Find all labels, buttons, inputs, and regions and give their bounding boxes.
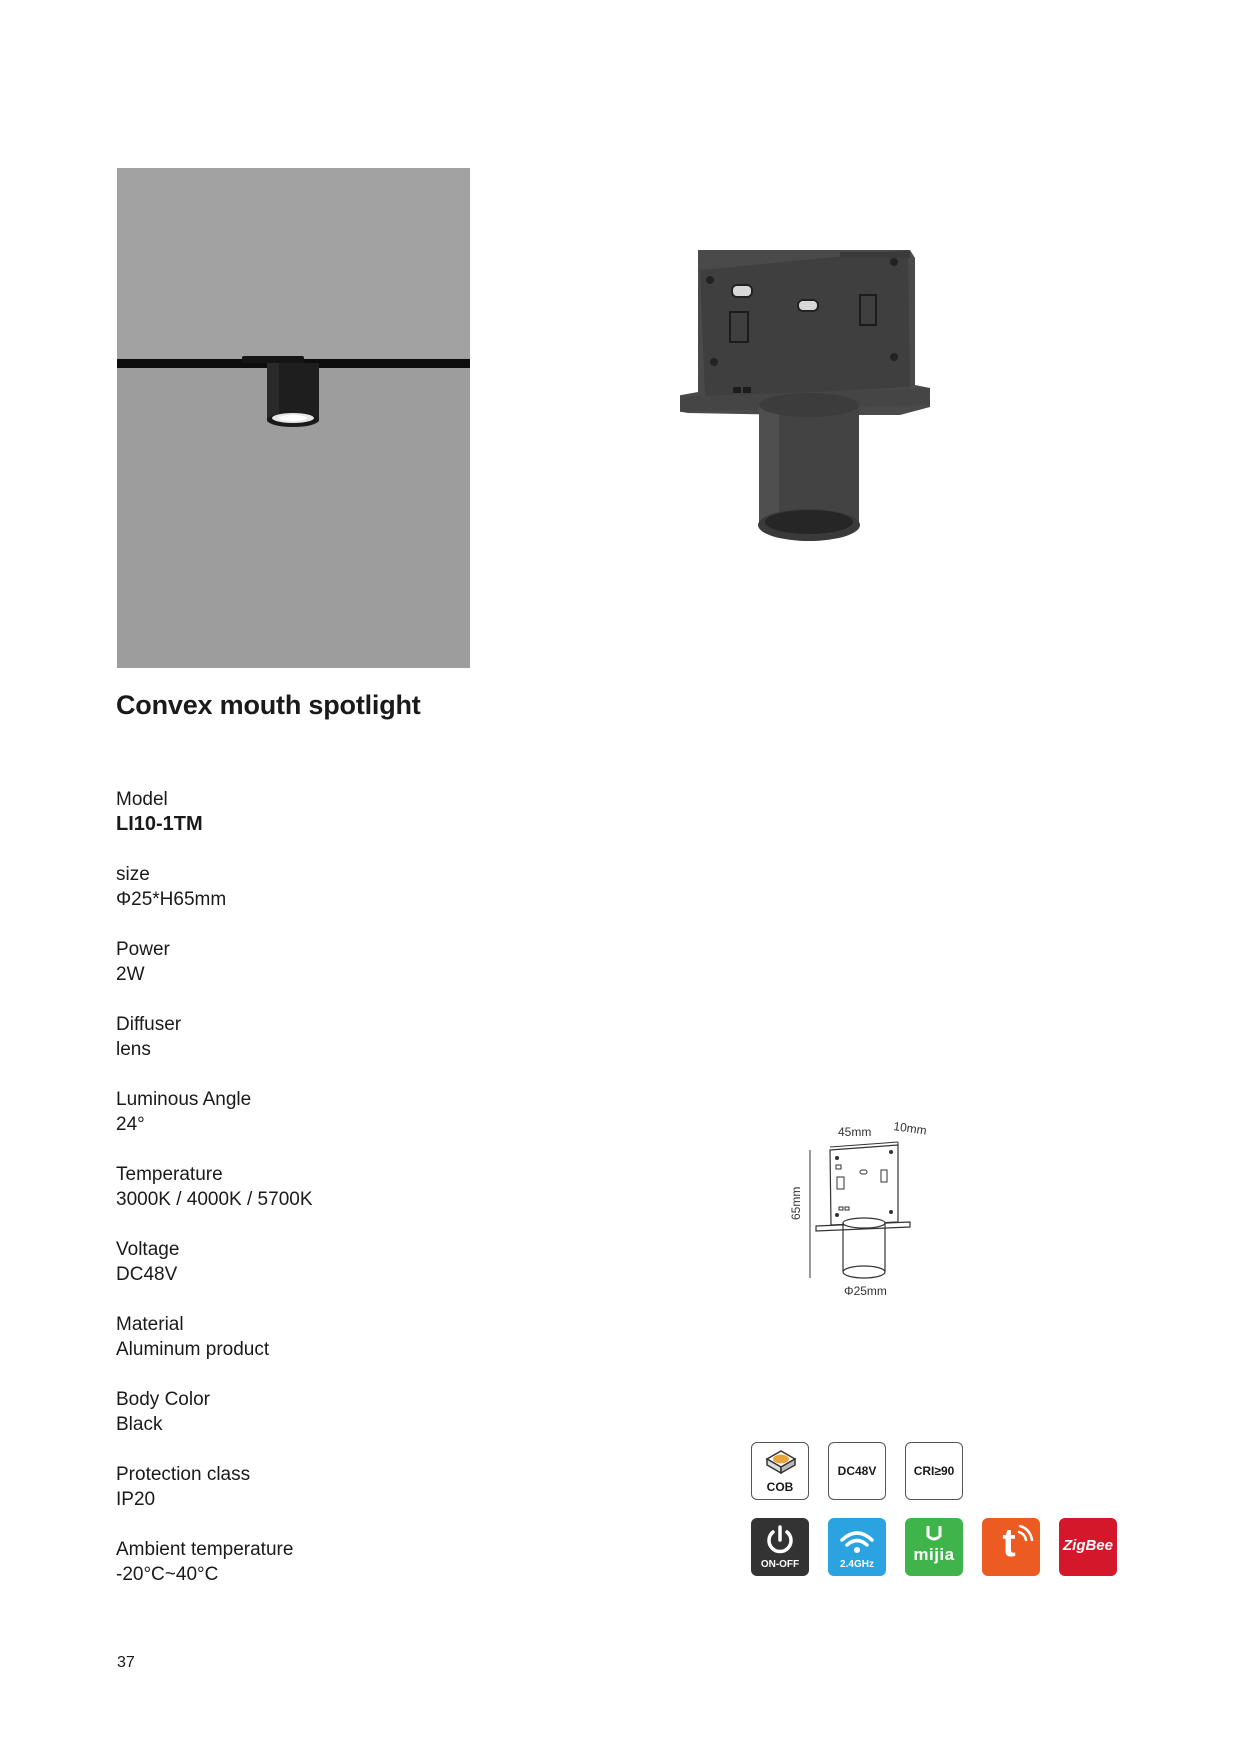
tuya-label: t <box>1002 1521 1016 1565</box>
mijia-badge <box>905 1518 963 1576</box>
on-off-badge <box>751 1518 809 1576</box>
cob-badge <box>751 1442 809 1500</box>
voltage-badge <box>828 1442 886 1500</box>
page-number: 37 <box>117 1654 135 1671</box>
cri-label: CRI≥90 <box>913 1464 955 1478</box>
spec-value: -20°C~40°C <box>116 1564 219 1585</box>
spec-label: Voltage <box>116 1239 180 1260</box>
spec-label: Model <box>116 789 168 810</box>
cob-label: COB <box>766 1480 794 1494</box>
spec-size <box>116 862 226 912</box>
product-title: Convex mouth spotlight <box>116 690 421 720</box>
cri-badge <box>905 1442 963 1500</box>
spec-value: 24° <box>116 1114 145 1135</box>
spec-value: lens <box>116 1039 151 1060</box>
spec-diffuser <box>116 1012 181 1062</box>
spec-value: DC48V <box>116 1264 178 1285</box>
spec-label: Ambient temperature <box>116 1539 294 1560</box>
product-photo <box>117 168 470 668</box>
tuya-badge <box>982 1518 1040 1576</box>
spec-value: Φ25*H65mm <box>116 889 227 910</box>
dim-diameter-label: Φ25mm <box>844 1284 887 1298</box>
zigbee-icon: ZigBee <box>1062 1537 1113 1554</box>
spec-voltage <box>116 1237 179 1287</box>
spec-label: Protection class <box>116 1464 251 1485</box>
spec-label: Body Color <box>116 1389 210 1410</box>
wifi-badge <box>828 1518 886 1576</box>
spec-power <box>116 937 170 987</box>
spec-value: 3000K / 4000K / 5700K <box>116 1189 313 1210</box>
dim-width-label: 45mm <box>838 1125 872 1139</box>
dimension-drawing <box>780 1115 950 1305</box>
voltage-label: DC48V <box>837 1464 877 1478</box>
spec-label: size <box>116 864 150 885</box>
product-render <box>680 240 950 570</box>
spec-model <box>116 787 203 837</box>
spec-label: Temperature <box>116 1164 223 1185</box>
spec-temperature <box>116 1162 313 1212</box>
spec-label: Material <box>116 1314 184 1335</box>
wifi-label: 2.4GHz <box>840 1559 874 1570</box>
spec-ambient-temperature <box>116 1537 293 1587</box>
spec-value: IP20 <box>116 1489 156 1510</box>
zigbee-badge <box>1059 1518 1117 1576</box>
mijia-label: mijia <box>913 1545 955 1564</box>
spec-value: 2W <box>116 964 145 985</box>
dim-depth-label: 10mm <box>892 1119 928 1138</box>
spec-body-color <box>116 1387 210 1437</box>
spec-value: Aluminum product <box>116 1339 270 1360</box>
spec-value: Black <box>116 1414 163 1435</box>
dim-height-label: 65mm <box>789 1186 803 1220</box>
on-off-label: ON-OFF <box>760 1559 800 1570</box>
spec-value: LI10-1TM <box>116 813 203 835</box>
spec-label: Power <box>116 939 170 960</box>
spec-luminous-angle <box>116 1087 251 1137</box>
spec-material <box>116 1312 269 1362</box>
spec-label: Luminous Angle <box>116 1089 252 1110</box>
spec-label: Diffuser <box>116 1014 182 1035</box>
spec-protection-class <box>116 1462 250 1512</box>
